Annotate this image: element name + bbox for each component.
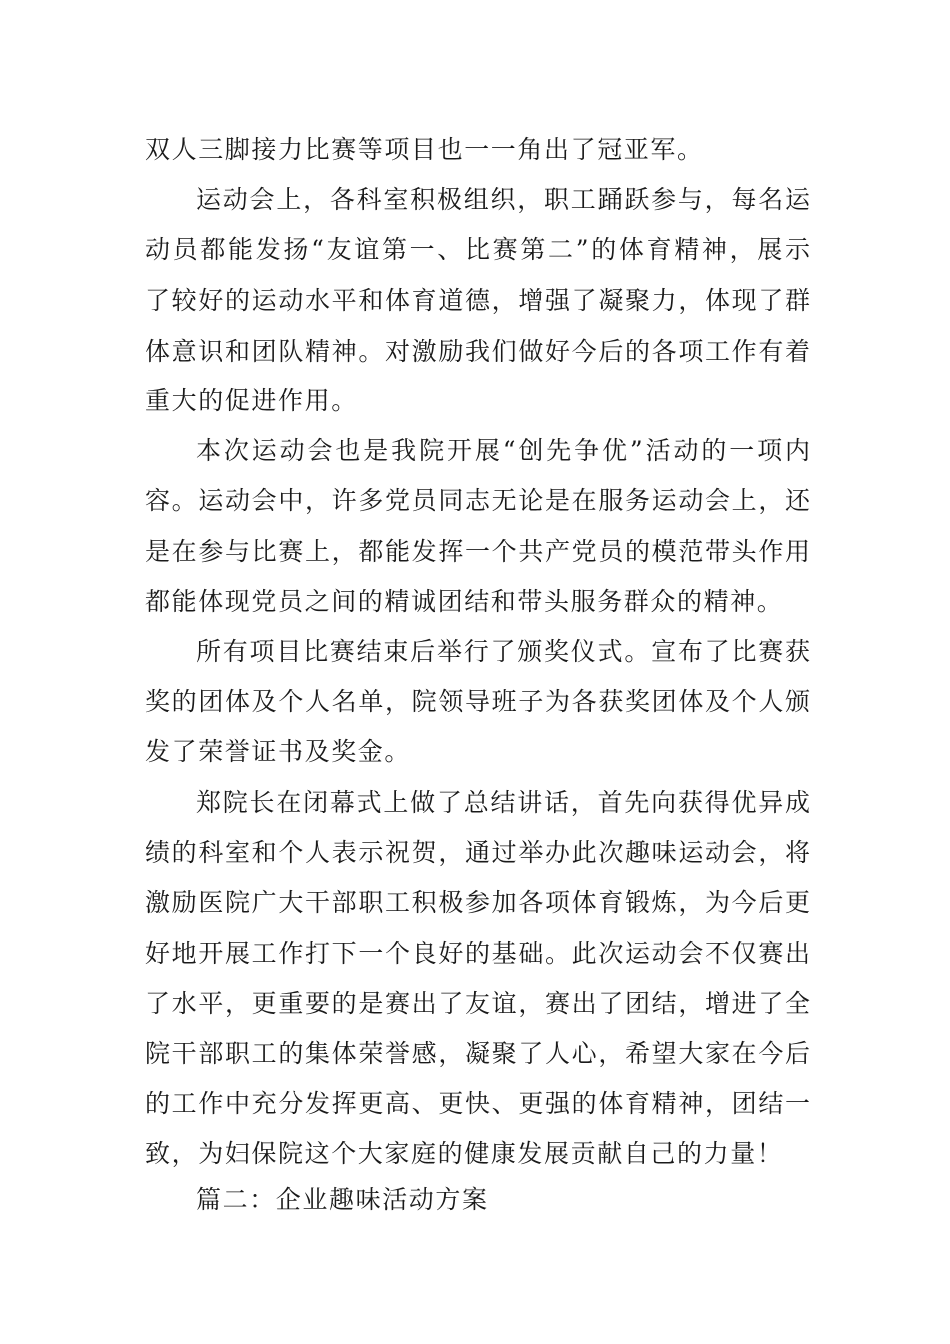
text-line: 致，为妇保院这个大家庭的健康发展贡献自己的力量！ xyxy=(145,1139,784,1168)
text-line: 绩的科室和个人表示祝贺，通过举办此次趣味运动会，将 xyxy=(145,838,810,867)
text-line: 是在参与比赛上，都能发挥一个共产党员的模范带头作用 xyxy=(145,537,810,566)
text-line: 动员都能发扬“友谊第一、比赛第二”的体育精神，展示 xyxy=(145,235,810,264)
text-line: 奖的团体及个人名单，院领导班子为各获奖团体及个人颁 xyxy=(145,687,810,716)
section-heading: 篇二：企业趣味活动方案 xyxy=(196,1185,489,1214)
text-line: 郑院长在闭幕式上做了总结讲话，首先向获得优异成 xyxy=(196,788,810,817)
text-line: 重大的促进作用。 xyxy=(145,386,358,415)
text-line: 双人三脚接力比赛等项目也一一角出了冠亚军。 xyxy=(145,135,704,164)
text-line: 本次运动会也是我院开展“创先争优”活动的一项内 xyxy=(196,436,810,465)
text-line: 了水平，更重要的是赛出了友谊，赛出了团结，增进了全 xyxy=(145,989,810,1018)
text-line: 都能体现党员之间的精诚团结和带头服务群众的精神。 xyxy=(145,587,784,616)
text-line: 激励医院广大干部职工积极参加各项体育锻炼，为今后更 xyxy=(145,888,810,917)
text-line: 好地开展工作打下一个良好的基础。此次运动会不仅赛出 xyxy=(145,939,810,968)
text-line: 发了荣誉证书及奖金。 xyxy=(145,737,412,766)
text-line: 体意识和团队精神。对激励我们做好今后的各项工作有着 xyxy=(145,337,810,366)
text-line: 的工作中充分发挥更高、更快、更强的体育精神，团结一 xyxy=(145,1089,810,1118)
text-line: 院干部职工的集体荣誉感，凝聚了人心，希望大家在今后 xyxy=(145,1039,810,1068)
text-line: 所有项目比赛结束后举行了颁奖仪式。宣布了比赛获 xyxy=(196,637,810,666)
text-line: 容。运动会中，许多党员同志无论是在服务运动会上，还 xyxy=(145,486,810,515)
text-line: 了较好的运动水平和体育道德，增强了凝聚力，体现了群 xyxy=(145,286,810,315)
text-line: 运动会上，各科室积极组织，职工踊跃参与，每名运 xyxy=(196,185,810,214)
